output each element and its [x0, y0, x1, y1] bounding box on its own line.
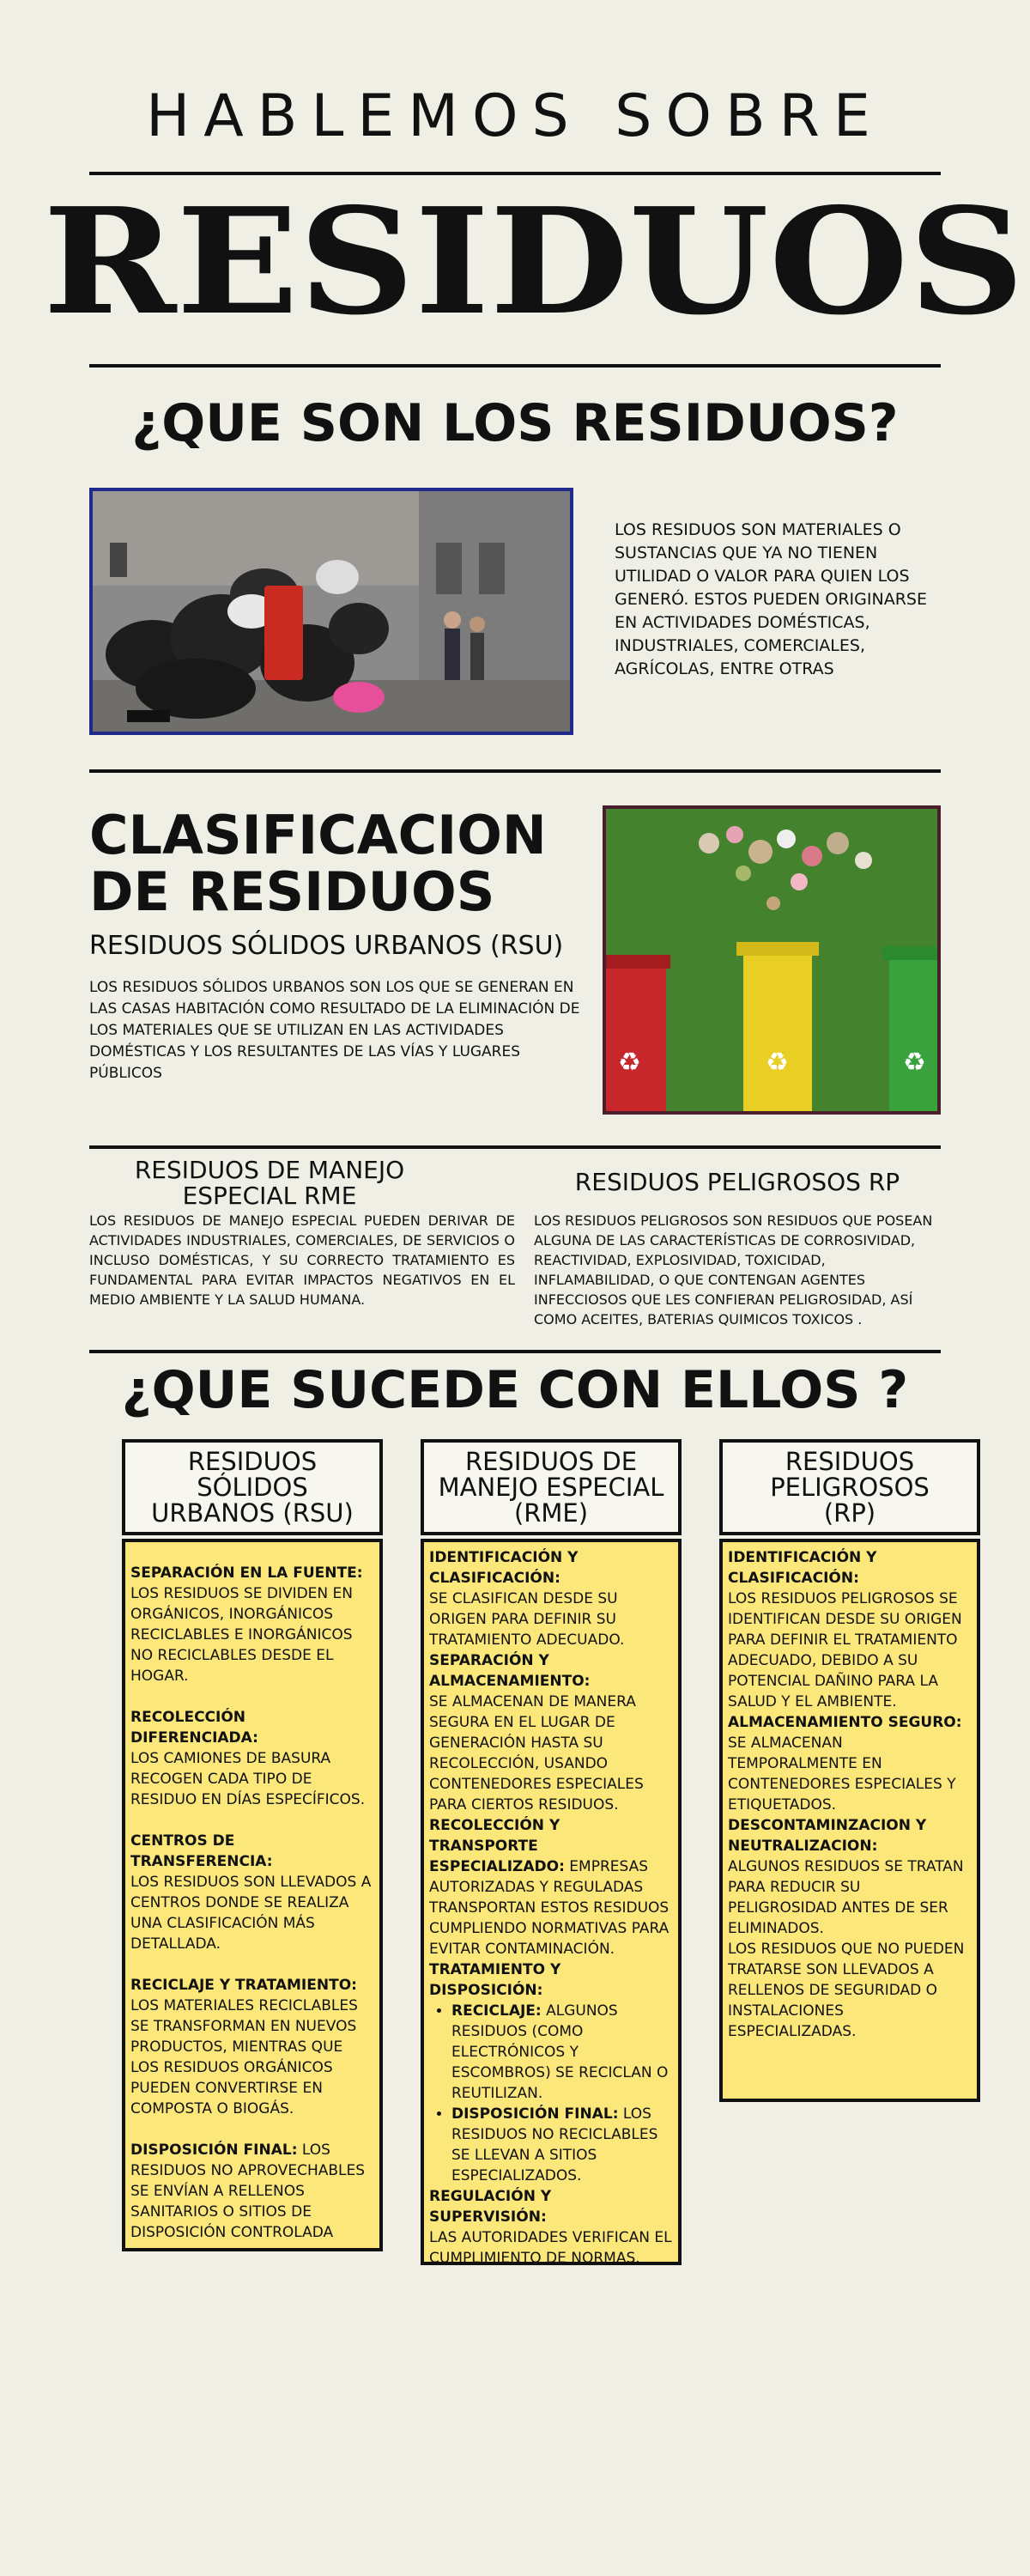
rme-subtitle-line: RESIDUOS DE MANEJO — [134, 1156, 405, 1184]
clasificacion-title-line: CLASIFICACION — [89, 804, 547, 866]
rsu-step-text: LOS RESIDUOS SE DIVIDEN EN ORGÁNICOS, INORGÁNICOS RECICLABLES E INORGÁNICOS NO RECICLABLES DESDE EL HOGAR. — [130, 1585, 354, 1685]
card-rp-header-line: PELIGROSOS — [770, 1473, 930, 1502]
rme-subtitle — [89, 1157, 450, 1209]
rsu-step — [130, 2140, 374, 2243]
list-item — [451, 2104, 673, 2186]
rme-step-text: SE ALMACENAN DE MANERA SEGURA EN EL LUGAR DE GENERACIÓN HASTA SU RECOLECCIÓN, USANDO CONTENEDORES ESPECIALES PARA CIERTOS RESIDUOS. — [429, 1693, 644, 1814]
clasificacion-title-line: DE RESIDUOS — [89, 860, 495, 923]
rme-bullet-text: ALGUNOS RESIDUOS (COMO ELECTRÓNICOS Y ESCOMBROS) SE RECICLAN O REUTILIZAN. — [451, 2002, 669, 2102]
rp-step-text: SE ALMACENAN TEMPORALMENTE EN CONTENEDORES ESPECIALES Y ETIQUETADOS. — [728, 1735, 956, 1814]
rme-step-text: LAS AUTORIDADES VERIFICAN EL CUMPLIMIENTO DE NORMAS. — [429, 2229, 672, 2267]
card-rme-body — [421, 1539, 682, 2265]
divider — [89, 1350, 941, 1353]
rme-treatment-list — [429, 2001, 673, 2186]
rsu-step-text: LOS RESIDUOS NO APROVECHABLES SE ENVÍAN A RELLENOS SANITARIOS O SITIOS DE DISPOSICIÓN CONTROLADA — [130, 2142, 366, 2241]
rme-description: LOS RESIDUOS DE MANEJO ESPECIAL PUEDEN DERIVAR DE ACTIVIDADES INDUSTRIALES, COMERCIALES, DE SERVICIOS O INCLUSO DOMÉSTICAS, Y SU CORRECTO TRATAMIENTO ES FUNDAMENTAL PARA EVITAR IMPACTOS NEGATIVOS EN EL MEDIO AMBIENTE Y LA SALUD HUMANA. — [89, 1212, 515, 1308]
rp-step-label: DESCONTAMINZACION Y NEUTRALIZACION: — [728, 1817, 927, 1855]
rp-step-text: LOS RESIDUOS PELIGROSOS SE IDENTIFICAN DESDE SU ORIGEN PARA DEFINIR EL TRATAMIENTO ADECUADO, DEBIDO A SU POTENCIAL DAÑINO PARA LA SALUD Y EL AMBIENTE. — [728, 1590, 962, 1710]
section-heading-que-son: ¿QUE SON LOS RESIDUOS? — [131, 393, 899, 453]
card-rsu-header-line: RESIDUOS SÓLIDOS — [187, 1447, 318, 1502]
card-rp-body — [719, 1539, 980, 2102]
rp-step-label: ALMACENAMIENTO SEGURO: — [728, 1714, 962, 1731]
divider — [89, 769, 941, 773]
intro-paragraph: LOS RESIDUOS SON MATERIALES O SUSTANCIAS QUE YA NO TIENEN UTILIDAD O VALOR PARA QUIEN LOS GENERÓ. ESTOS PUEDEN ORIGINARSE EN ACTIVIDADES DOMÉSTICAS, INDUSTRIALES, COMERCIALES, AGRÍCOLAS, ENTRE OTRAS — [615, 520, 927, 678]
rsu-step — [130, 1831, 374, 1954]
rsu-step — [130, 1975, 374, 2119]
divider — [89, 364, 941, 368]
rsu-step — [130, 1563, 374, 1686]
garbage-bags-photo — [89, 488, 573, 735]
page-title: RESIDUOS — [43, 176, 1025, 348]
rp-step-label: IDENTIFICACIÓN Y CLASIFICACIÓN: — [728, 1549, 877, 1587]
rp-step-text: LOS RESIDUOS QUE NO PUEDEN TRATARSE SON LLEVADOS A RELLENOS DE SEGURIDAD O INSTALACIONES ESPECIALIZADAS. — [728, 1941, 965, 2040]
rme-subtitle-line: ESPECIAL RME — [182, 1182, 357, 1210]
section-heading-clasificacion — [89, 804, 621, 923]
rp-subtitle: RESIDUOS PELIGROSOS RP — [574, 1168, 900, 1196]
rsu-step-text: LOS RESIDUOS SON LLEVADOS A CENTROS DONDE SE REALIZA UNA CLASIFICACIÓN MÁS DETALLADA. — [130, 1874, 372, 1953]
rme-bullet-label: RECICLAJE: — [451, 2002, 542, 2020]
rsu-subtitle: RESIDUOS SÓLIDOS URBANOS (RSU) — [89, 931, 564, 961]
svg-text:♻: ♻ — [766, 1048, 789, 1078]
card-rme-header-line: RESIDUOS DE — [464, 1447, 638, 1476]
rme-step-label: SEPARACIÓN Y ALMACENAMIENTO: — [429, 1652, 591, 1690]
rsu-description: LOS RESIDUOS SÓLIDOS URBANOS SON LOS QUE SE GENERAN EN LAS CASAS HABITACIÓN COMO RESULTADO DE LA ELIMINACIÓN DE LOS MATERIALES QUE SE UTILIZAN EN LAS ACTIVIDADES DOMÉSTICAS Y LOS RESULTANTES DE LAS VÍAS Y LUGARES PÚBLICOS — [89, 979, 580, 1082]
rme-step-label: RECOLECCIÓN Y TRANSPORTE ESPECIALIZADO: — [429, 1817, 565, 1875]
svg-text:♻: ♻ — [618, 1048, 641, 1078]
card-rp-header — [719, 1439, 980, 1535]
divider — [89, 172, 941, 175]
rp-description: LOS RESIDUOS PELIGROSOS SON RESIDUOS QUE POSEAN ALGUNA DE LAS CARACTERÍSTICAS DE CORROSIVIDAD, REACTIVIDAD, EXPLOSIVIDAD, TOXICIDAD, INFLAMABILIDAD, O QUE CONTENGAN AGENTES INFECCIOSOS QUE LES CONFIERAN PELIGROSIDAD, ASÍ COMO ACEITES, BATERIAS QUIMICOS TOXICOS . — [534, 1212, 933, 1327]
rme-step-label: TRATAMIENTO Y DISPOSICIÓN: — [429, 1961, 561, 1999]
rsu-step-label: RECOLECCIÓN DIFERENCIADA: — [130, 1709, 258, 1747]
rp-step-text: ALGUNOS RESIDUOS SE TRATAN PARA REDUCIR SU PELIGROSIDAD ANTES DE SER ELIMINADOS. — [728, 1858, 964, 1937]
rme-step-label: REGULACIÓN Y SUPERVISIÓN: — [429, 2188, 552, 2226]
card-rme-header-line: MANEJO ESPECIAL — [438, 1473, 664, 1502]
card-rsu-header-line: URBANOS (RSU) — [151, 1498, 354, 1528]
rme-step-label: IDENTIFICACIÓN Y CLASIFICACIÓN: — [429, 1549, 579, 1587]
rme-step-text: SE CLASIFICAN DESDE SU ORIGEN PARA DEFINIR SU TRATAMIENTO ADECUADO. — [429, 1590, 625, 1649]
rsu-step-label: SEPARACIÓN EN LA FUENTE: — [130, 1564, 363, 1582]
card-rp-header-line: (RP) — [823, 1498, 876, 1528]
recycling-bins-photo — [603, 805, 941, 1115]
header-kicker: HABLEMOS SOBRE — [146, 82, 884, 150]
card-rp-header-line: RESIDUOS — [785, 1447, 915, 1476]
rsu-step-text: LOS CAMIONES DE BASURA RECOGEN CADA TIPO DE RESIDUO EN DÍAS ESPECÍFICOS. — [130, 1750, 366, 1808]
rsu-step-label: DISPOSICIÓN FINAL: — [130, 2142, 298, 2159]
rme-bullet-label: DISPOSICIÓN FINAL: — [451, 2105, 619, 2123]
rsu-step-label: CENTROS DE TRANSFERENCIA: — [130, 1832, 273, 1870]
divider — [89, 1145, 941, 1149]
rsu-step-label: RECICLAJE Y TRATAMIENTO: — [130, 1977, 357, 1994]
card-rme-header — [421, 1439, 682, 1535]
rsu-step-text: LOS MATERIALES RECICLABLES SE TRANSFORMAN EN NUEVOS PRODUCTOS, MIENTRAS QUE LOS RESIDUOS ORGÁNICOS PUEDEN CONVERTIRSE EN COMPOSTA O BIOGÁS. — [130, 1997, 358, 2117]
card-rsu-body — [122, 1539, 383, 2251]
svg-text:♻: ♻ — [903, 1048, 926, 1078]
section-heading-que-sucede: ¿QUE SUCEDE CON ELLOS ? — [121, 1360, 909, 1420]
list-item — [451, 2001, 673, 2104]
rsu-step — [130, 1707, 374, 1810]
rme-bullet-text: LOS RESIDUOS NO RECICLABLES SE LLEVAN A SITIOS ESPECIALIZADOS. — [451, 2105, 658, 2184]
rme-step-text: EMPRESAS AUTORIZADAS Y REGULADAS TRANSPORTAN ESTOS RESIDUOS CUMPLIENDO NORMATIVAS PARA EVITAR CONTAMINACIÓN. — [429, 1858, 670, 1958]
card-rme-header-line: (RME) — [513, 1498, 589, 1528]
card-rsu-header — [122, 1439, 383, 1535]
